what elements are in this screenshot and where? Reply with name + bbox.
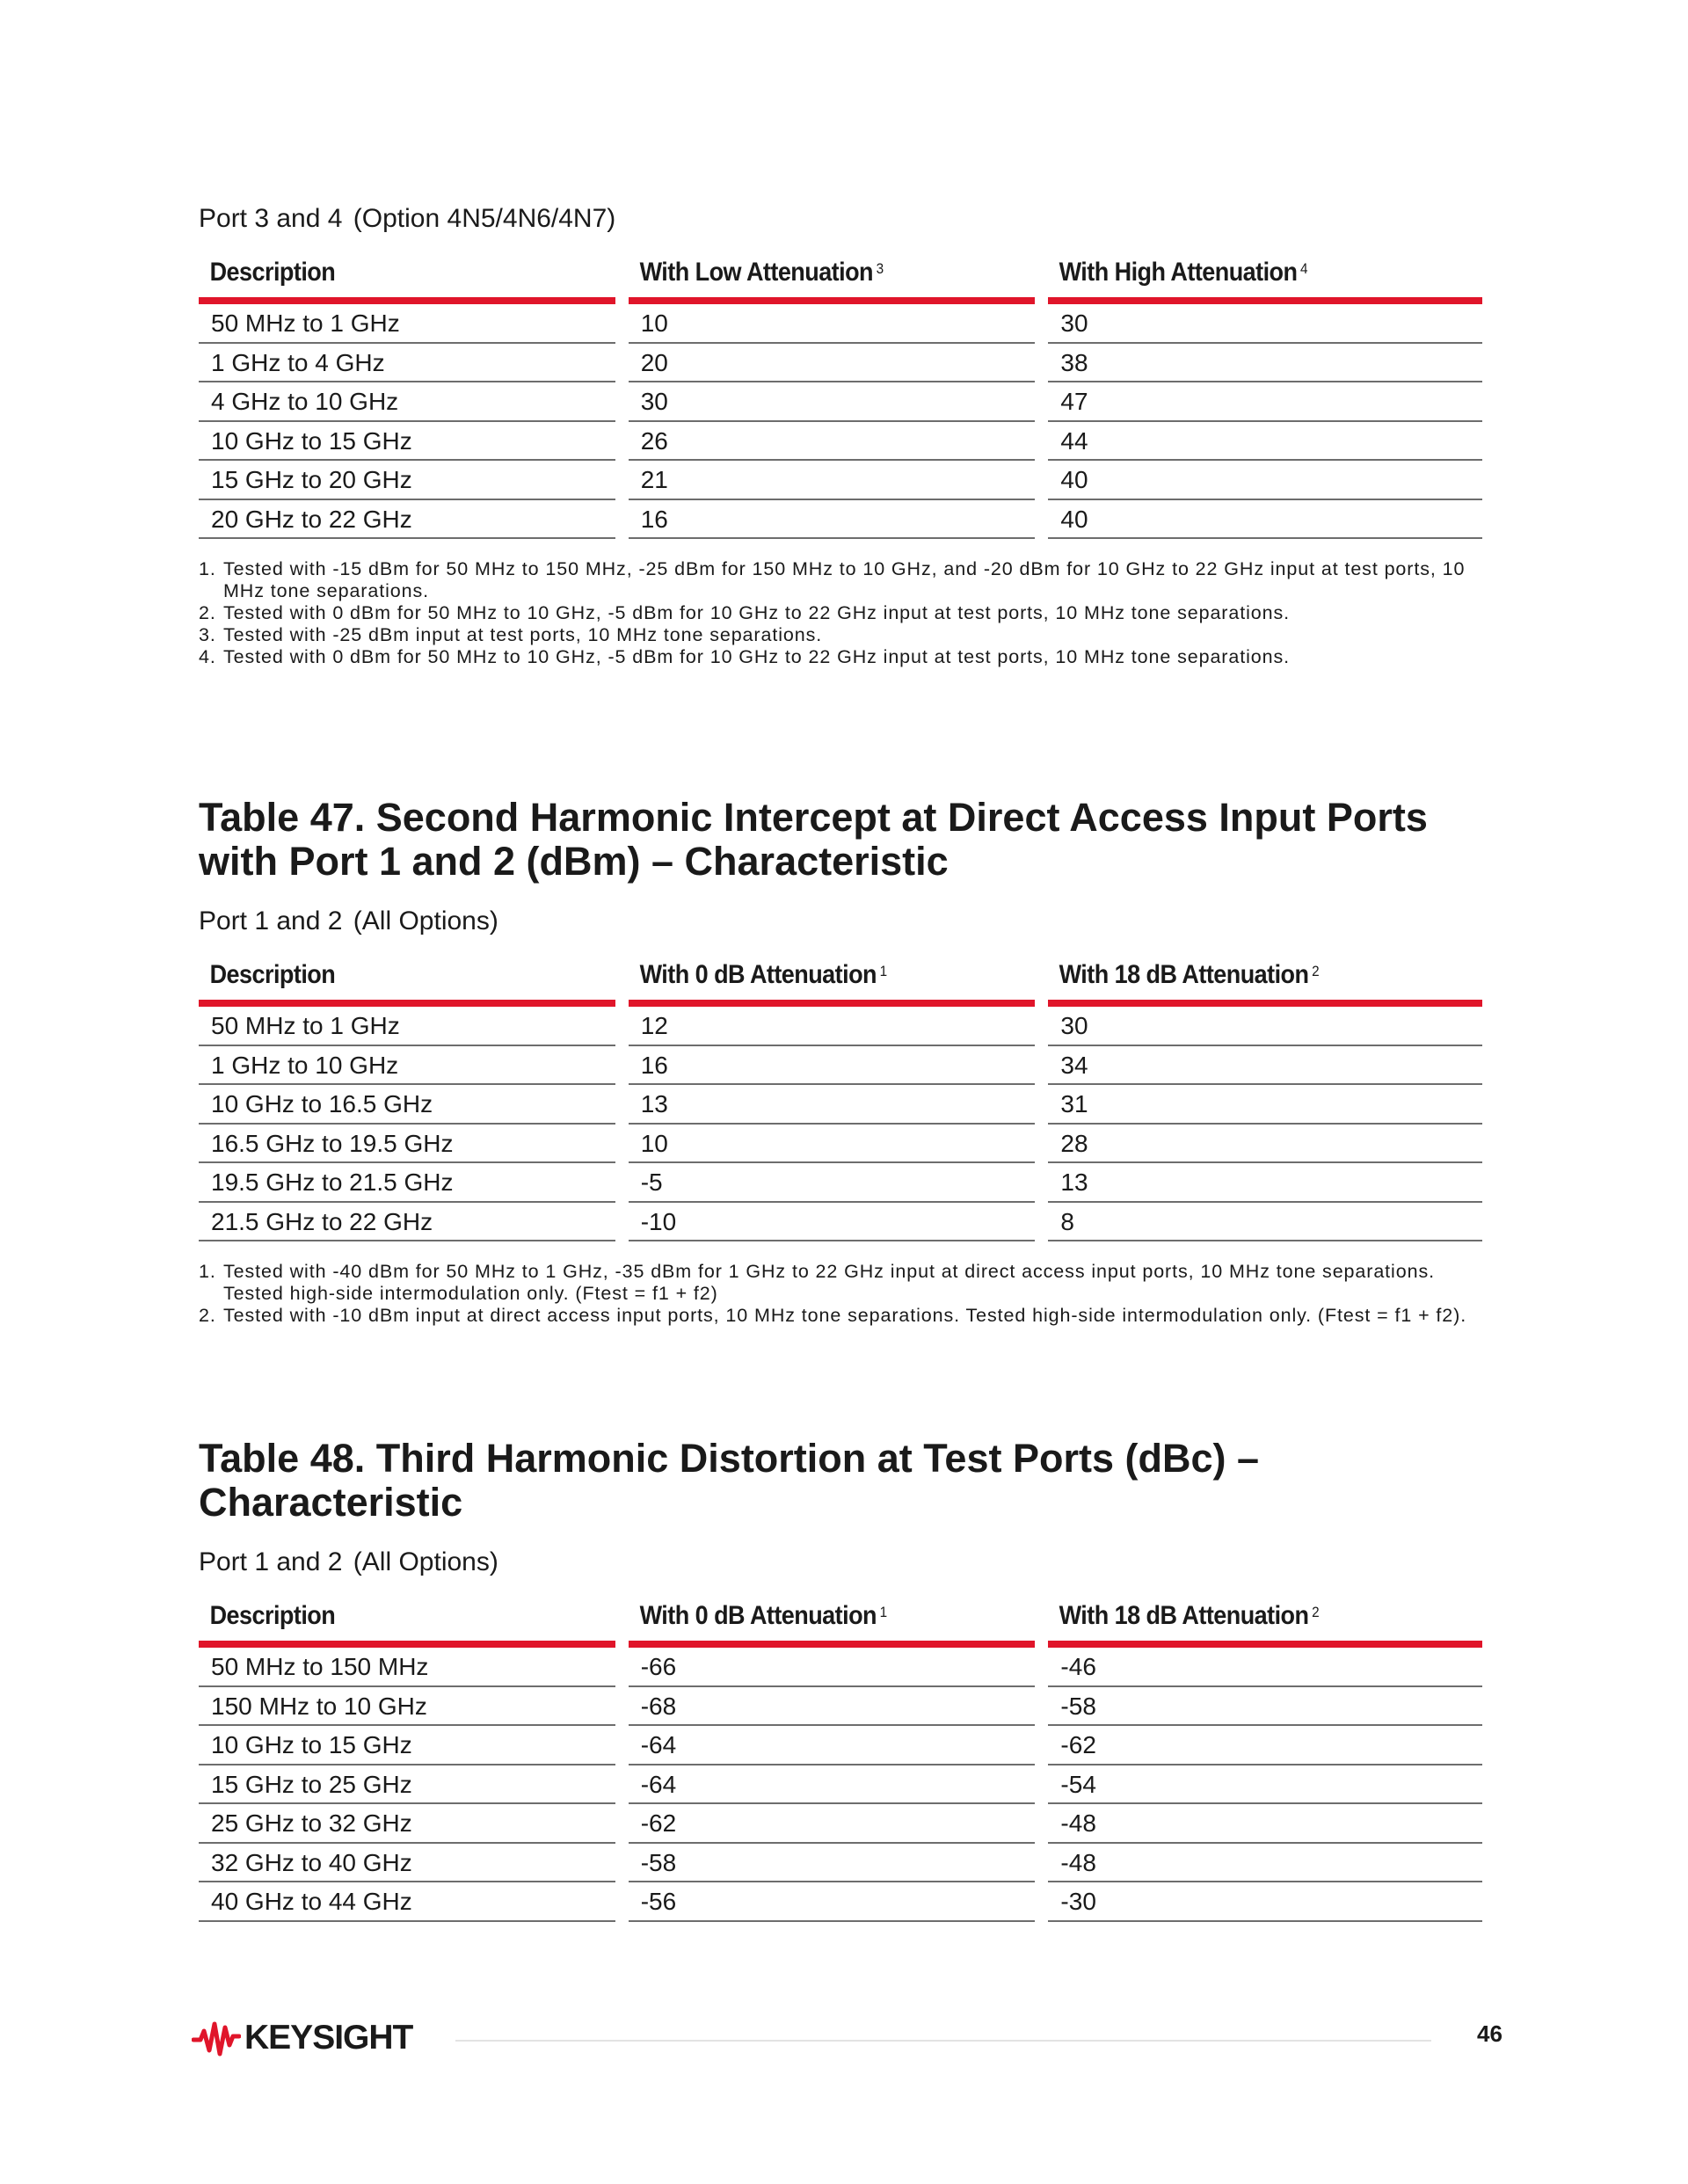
- value-cell: 10: [629, 1125, 1036, 1164]
- footnote-number: 4.: [199, 646, 216, 667]
- subtitle-option: (All Options): [353, 1547, 498, 1576]
- table-row: [199, 1203, 1482, 1242]
- column-header: [1048, 956, 1438, 1000]
- value-cell: 40: [1048, 500, 1482, 540]
- value-cell: -48: [1048, 1844, 1482, 1883]
- footnote-marker: 2: [1312, 963, 1320, 979]
- footnote-text: Tested with -25 dBm input at test ports, 10 MHz tone separations.: [223, 624, 823, 645]
- column-header: [629, 1597, 994, 1641]
- table-subtitle: [199, 204, 1482, 234]
- frequency-range-cell: 10 GHz to 16.5 GHz: [199, 1085, 615, 1125]
- table-row: [199, 461, 1482, 500]
- value-cell: -56: [629, 1882, 1036, 1922]
- footnote-number: 3.: [199, 624, 216, 645]
- header-accent-bars: [199, 1000, 1482, 1007]
- value-cell: -64: [629, 1726, 1036, 1765]
- column-header-label: With 0 dB Attenuation: [639, 960, 877, 989]
- table-row: [199, 500, 1482, 540]
- table-row: [199, 1125, 1482, 1164]
- footnote-marker: 1: [879, 1604, 887, 1620]
- table-title: Table 47. Second Harmonic Intercept at Direct Access Input Ports with Port 1 and 2 (dBm) – Characteristic: [199, 795, 1428, 884]
- subtitle-text: Port 3 and 4: [199, 204, 343, 233]
- value-cell: 31: [1048, 1085, 1482, 1125]
- value-cell: 13: [629, 1085, 1036, 1125]
- column-header-label: Description: [209, 258, 336, 287]
- value-cell: 20: [629, 344, 1036, 383]
- column-header: [629, 253, 994, 297]
- footnote-text: Tested with 0 dBm for 50 MHz to 10 GHz, -5 dBm for 10 GHz to 22 GHz input at test ports, 10 MHz tone separations.: [223, 646, 1291, 667]
- column-header-label: With Low Attenuation: [639, 258, 873, 287]
- value-cell: 40: [1048, 461, 1482, 500]
- header-accent-bar: [199, 297, 615, 304]
- frequency-range-cell: 50 MHz to 1 GHz: [199, 1007, 615, 1046]
- value-cell: -5: [629, 1163, 1036, 1203]
- column-header-label: Description: [209, 960, 336, 989]
- value-cell: 21: [629, 461, 1036, 500]
- footnote: [199, 602, 1482, 624]
- header-accent-bar: [199, 1641, 615, 1648]
- column-header: [629, 956, 994, 1000]
- value-cell: 30: [1048, 304, 1482, 344]
- page-footer: [192, 2019, 1510, 2057]
- frequency-range-cell: 32 GHz to 40 GHz: [199, 1844, 615, 1883]
- frequency-range-cell: 50 MHz to 150 MHz: [199, 1648, 615, 1687]
- table-subtitle: [199, 1547, 1482, 1577]
- table-header-row: [199, 253, 1482, 297]
- value-cell: 12: [629, 1007, 1036, 1046]
- header-accent-bar: [629, 297, 1036, 304]
- footnote-text: Tested with -10 dBm input at direct access input ports, 10 MHz tone separations. Tested high-side intermodulation only. (Ftest = f1 + f2).: [223, 1305, 1467, 1326]
- table-row: [199, 1163, 1482, 1203]
- frequency-range-cell: 21.5 GHz to 22 GHz: [199, 1203, 615, 1242]
- header-accent-bar: [629, 1641, 1036, 1648]
- footnote: [199, 1261, 1482, 1305]
- header-accent-bar: [629, 1000, 1036, 1007]
- table-row: [199, 1046, 1482, 1086]
- frequency-range-cell: 16.5 GHz to 19.5 GHz: [199, 1125, 615, 1164]
- table-row: [199, 1844, 1482, 1883]
- value-cell: -54: [1048, 1765, 1482, 1805]
- frequency-range-cell: 15 GHz to 20 GHz: [199, 461, 615, 500]
- footnote-marker: 2: [1312, 1604, 1320, 1620]
- value-cell: 10: [629, 304, 1036, 344]
- frequency-range-cell: 4 GHz to 10 GHz: [199, 382, 615, 422]
- frequency-range-cell: 50 MHz to 1 GHz: [199, 304, 615, 344]
- frequency-range-cell: 1 GHz to 10 GHz: [199, 1046, 615, 1086]
- frequency-range-cell: 19.5 GHz to 21.5 GHz: [199, 1163, 615, 1203]
- frequency-range-cell: 20 GHz to 22 GHz: [199, 500, 615, 540]
- subtitle-text: Port 1 and 2: [199, 906, 343, 935]
- subtitle-option: (All Options): [353, 906, 498, 935]
- footer-divider: [455, 2040, 1431, 2042]
- value-cell: 47: [1048, 382, 1482, 422]
- column-header: [1048, 1597, 1438, 1641]
- value-cell: -66: [629, 1648, 1036, 1687]
- value-cell: -62: [1048, 1726, 1482, 1765]
- footnote-marker: 1: [879, 963, 887, 979]
- value-cell: 30: [629, 382, 1036, 422]
- table-row: [199, 1687, 1482, 1727]
- footnotes: [199, 558, 1482, 668]
- value-cell: 34: [1048, 1046, 1482, 1086]
- table-row: [199, 304, 1482, 344]
- value-cell: -58: [1048, 1687, 1482, 1727]
- spec-table: [199, 956, 1482, 1241]
- table-row: [199, 1765, 1482, 1805]
- spec-table: [199, 1597, 1482, 1922]
- footnote-marker: 3: [876, 260, 884, 277]
- frequency-range-cell: 150 MHz to 10 GHz: [199, 1687, 615, 1727]
- value-cell: -68: [629, 1687, 1036, 1727]
- table-row: [199, 1882, 1482, 1922]
- table-row: [199, 1007, 1482, 1046]
- value-cell: 28: [1048, 1125, 1482, 1164]
- value-cell: -58: [629, 1844, 1036, 1883]
- subtitle-text: Port 1 and 2: [199, 1547, 343, 1576]
- section-port-3-4: [199, 204, 1482, 668]
- value-cell: 13: [1048, 1163, 1482, 1203]
- frequency-range-cell: 40 GHz to 44 GHz: [199, 1882, 615, 1922]
- spec-table: [199, 253, 1482, 539]
- table-row: [199, 422, 1482, 462]
- footnote: [199, 624, 1482, 646]
- value-cell: 44: [1048, 422, 1482, 462]
- column-header-label: With 0 dB Attenuation: [639, 1601, 877, 1630]
- footnote-text: Tested with -15 dBm for 50 MHz to 150 MHz, -25 dBm for 150 MHz to 10 GHz, and -20 dBm for 10 GHz to 22 GHz input at test ports, 10 MHz tone separations.: [223, 558, 1466, 601]
- section-table-48: [199, 1437, 1482, 1922]
- column-header-label: Description: [209, 1601, 336, 1630]
- table-subtitle: [199, 906, 1482, 936]
- footnote-text: Tested with -40 dBm for 50 MHz to 1 GHz, -35 dBm for 1 GHz to 22 GHz input at direct access input ports, 10 MHz tone separations. Tested high-side intermodulation only. (Ftest = f1 + f2): [223, 1261, 1435, 1304]
- frequency-range-cell: 1 GHz to 4 GHz: [199, 344, 615, 383]
- value-cell: -10: [629, 1203, 1036, 1242]
- footnote: [199, 1305, 1482, 1327]
- footnote: [199, 558, 1482, 602]
- value-cell: 8: [1048, 1203, 1482, 1242]
- value-cell: -62: [629, 1804, 1036, 1844]
- frequency-range-cell: 10 GHz to 15 GHz: [199, 1726, 615, 1765]
- footnote-number: 1.: [199, 558, 216, 579]
- column-header: [1048, 253, 1438, 297]
- section-table-47: [199, 796, 1482, 1327]
- table-title: Table 48. Third Harmonic Distortion at Test Ports (dBc) – Characteristic: [199, 1436, 1260, 1525]
- footnote-number: 2.: [199, 602, 216, 623]
- page-number: 46: [1477, 2020, 1502, 2047]
- header-accent-bar: [199, 1000, 615, 1007]
- keysight-wave-icon: [192, 2019, 241, 2057]
- value-cell: 16: [629, 500, 1036, 540]
- frequency-range-cell: 10 GHz to 15 GHz: [199, 422, 615, 462]
- table-row: [199, 344, 1482, 383]
- frequency-range-cell: 25 GHz to 32 GHz: [199, 1804, 615, 1844]
- table-row: [199, 1726, 1482, 1765]
- column-header-label: With 18 dB Attenuation: [1059, 960, 1309, 989]
- table-row: [199, 1648, 1482, 1687]
- value-cell: -46: [1048, 1648, 1482, 1687]
- table-header-row: [199, 956, 1482, 1000]
- value-cell: 26: [629, 422, 1036, 462]
- column-header-label: With 18 dB Attenuation: [1059, 1601, 1309, 1630]
- column-header: [199, 1597, 573, 1641]
- value-cell: -30: [1048, 1882, 1482, 1922]
- keysight-logo: [192, 2019, 412, 2057]
- value-cell: -48: [1048, 1804, 1482, 1844]
- logo-text: KEYSIGHT: [244, 2019, 413, 2057]
- column-header: [199, 956, 573, 1000]
- header-accent-bars: [199, 297, 1482, 304]
- value-cell: -64: [629, 1765, 1036, 1805]
- footnote-text: Tested with 0 dBm for 50 MHz to 10 GHz, -5 dBm for 10 GHz to 22 GHz input at test ports, 10 MHz tone separations.: [223, 602, 1291, 623]
- table-row: [199, 1804, 1482, 1844]
- footnote-marker: 4: [1300, 260, 1308, 277]
- header-accent-bar: [1048, 1000, 1482, 1007]
- header-accent-bars: [199, 1641, 1482, 1648]
- subtitle-option: (Option 4N5/4N6/4N7): [353, 204, 616, 233]
- table-header-row: [199, 1597, 1482, 1641]
- frequency-range-cell: 15 GHz to 25 GHz: [199, 1765, 615, 1805]
- column-header: [199, 253, 573, 297]
- footnote: [199, 646, 1482, 668]
- header-accent-bar: [1048, 1641, 1482, 1648]
- footnote-number: 2.: [199, 1305, 216, 1326]
- footnote-number: 1.: [199, 1261, 216, 1282]
- column-header-label: With High Attenuation: [1059, 258, 1298, 287]
- table-row: [199, 1085, 1482, 1125]
- value-cell: 38: [1048, 344, 1482, 383]
- footnotes: [199, 1261, 1482, 1327]
- value-cell: 16: [629, 1046, 1036, 1086]
- value-cell: 30: [1048, 1007, 1482, 1046]
- table-row: [199, 382, 1482, 422]
- header-accent-bar: [1048, 297, 1482, 304]
